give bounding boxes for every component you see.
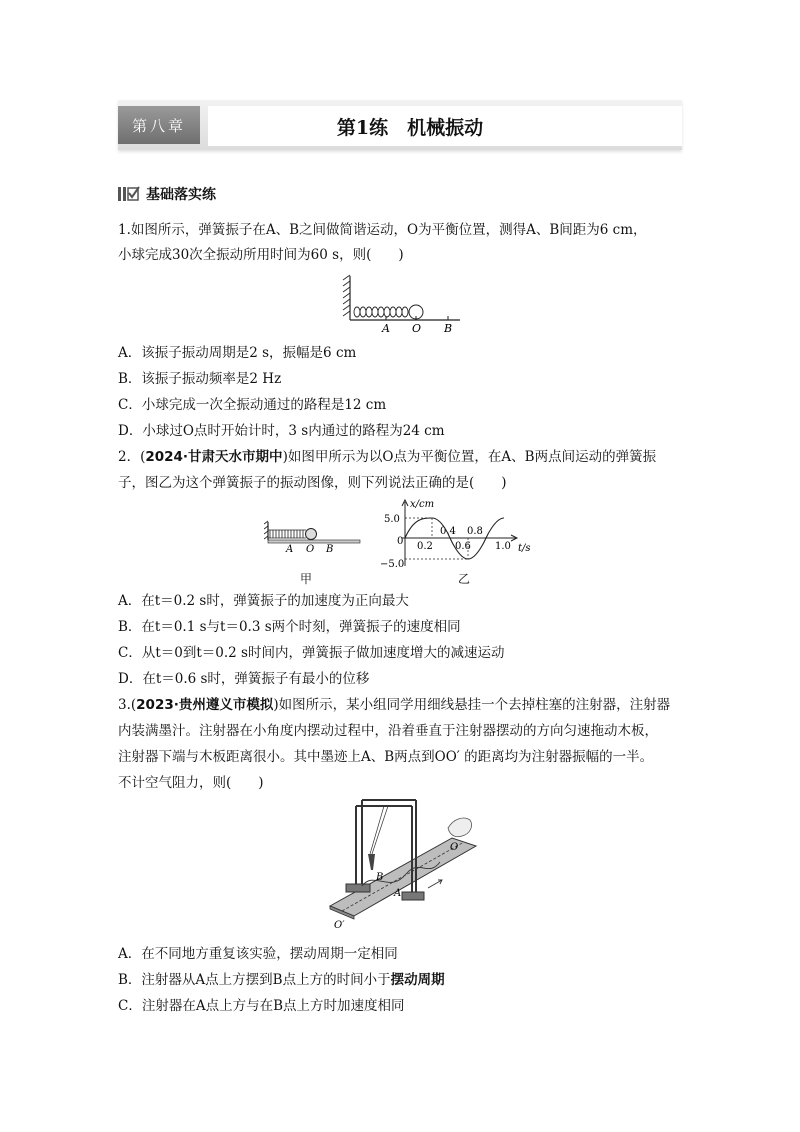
- q2-option-d: D．在t＝0.6 s时，弹簧振子有最小的位移: [118, 671, 370, 687]
- arrow-icon: [428, 880, 442, 888]
- wall-icon: [343, 275, 350, 320]
- chapter-label: 第八章: [118, 106, 200, 144]
- label-O: O: [450, 842, 459, 853]
- label-A: A: [382, 322, 390, 334]
- label-O: O: [412, 322, 422, 334]
- tick-0.8: 0.8: [467, 526, 483, 537]
- q2-source: 2024·甘肃天水市期中: [145, 449, 283, 465]
- label-B: B: [376, 872, 384, 883]
- q3-stem-line3: 注射器下端与木板距离很小。其中墨迹上A、B两点到OO′ 的距离均为注射器振幅的一半。: [118, 749, 654, 765]
- label-O: O: [306, 544, 315, 555]
- section-title: 基础落实练: [146, 187, 216, 203]
- spring-icon: [354, 307, 408, 317]
- q2-option-c: C．从t＝0到t＝0.2 s时间内，弹簧振子做加速度增大的减速运动: [118, 645, 505, 661]
- q3-stem-line1: 3.(2023·贵州遵义市模拟)如图所示，某小组同学用细线悬挂一个去掉柱塞的注射器，注射器: [118, 697, 671, 713]
- ball-icon: [306, 529, 317, 540]
- q1-stem-line2: 小球完成30次全振动所用时间为60 s，则( ): [118, 247, 404, 263]
- syringe-icon: [368, 854, 375, 870]
- label-A: A: [286, 544, 294, 555]
- spring-icon: [268, 530, 306, 538]
- q3-option-b: B．注射器从A点上方摆到B点上方的时间小于摆动周期: [118, 972, 445, 988]
- tick-neg5: −5.0: [380, 559, 405, 570]
- q3-source: 2023·贵州遵义市模拟: [136, 697, 274, 713]
- label-O-prime: O′: [334, 920, 345, 930]
- chapter-header: [118, 100, 682, 150]
- label-B: B: [326, 544, 334, 555]
- fig-caption-yi: 乙: [458, 572, 471, 586]
- q1-option-b: B．该振子振动频率是2 Hz: [118, 371, 282, 387]
- q1-stem-line1: 1.如图所示，弹簧振子在A、B之间做简谐运动，O为平衡位置，测得A、B间距为6 cm，: [118, 222, 647, 238]
- hand-icon: [448, 818, 472, 837]
- q1-option-d: D．小球过O点时开始计时，3 s内通过的路程为24 cm: [118, 423, 445, 439]
- q2-figure-jia: [264, 510, 364, 556]
- string-icon: [370, 806, 388, 854]
- section-heading: [118, 184, 216, 204]
- q3-option-b-emphasis: 摆动周期: [390, 972, 445, 988]
- q3-stem-line2: 内装满墨汁。注射器在小角度内摆动过程中，沿着垂直于注射器摆动的方向匀速拖动木板，: [118, 723, 658, 739]
- q1-option-c: C．小球完成一次全振动通过的路程是12 cm: [118, 397, 387, 413]
- q1-spring-figure: [340, 272, 470, 334]
- q3-pendulum-figure: [324, 798, 484, 930]
- fig-caption-jia: 甲: [300, 572, 313, 586]
- q2-stem-line2: 子，图乙为这个弹簧振子的振动图像，则下列说法正确的是( ): [118, 475, 507, 491]
- tick-1.0: 1.0: [495, 541, 511, 552]
- tick-5: 5.0: [384, 514, 400, 525]
- q2-option-a: A．在t＝0.2 s时，弹簧振子的加速度为正向最大: [118, 593, 409, 609]
- y-axis-label: x/cm: [410, 499, 435, 510]
- q2-vibration-graph: [366, 496, 536, 572]
- tick-0.4: 0.4: [440, 526, 456, 537]
- q3-stem-line4: 不计空气阻力，则( ): [118, 775, 264, 791]
- tick-0.2: 0.2: [417, 541, 433, 552]
- q1-option-a: A．该振子振动周期是2 s，振幅是6 cm: [118, 345, 357, 361]
- label-B: B: [444, 322, 453, 334]
- label-A: A: [394, 888, 402, 899]
- wall-icon: [264, 521, 268, 540]
- q2-stem-line1: 2．(2024·甘肃天水市期中)如图甲所示为以O点为平衡位置，在A、B两点间运动的弹簧振: [118, 449, 657, 465]
- checklist-icon: [118, 186, 140, 202]
- title-panel: [208, 106, 682, 146]
- q2-option-b: B．在t＝0.1 s与t＝0.3 s两个时刻，弹簧振子的速度相同: [118, 619, 461, 635]
- tick-0: 0: [397, 536, 404, 547]
- q3-option-a: A．在不同地方重复该实验，摆动周期一定相同: [118, 946, 398, 962]
- page-title: 第1练 机械振动: [336, 116, 484, 139]
- q3-option-c: C．注射器在A点上方与在B点上方时加速度相同: [118, 998, 405, 1014]
- tick-0.6: 0.6: [455, 541, 471, 552]
- x-axis-label: t/s: [518, 543, 531, 554]
